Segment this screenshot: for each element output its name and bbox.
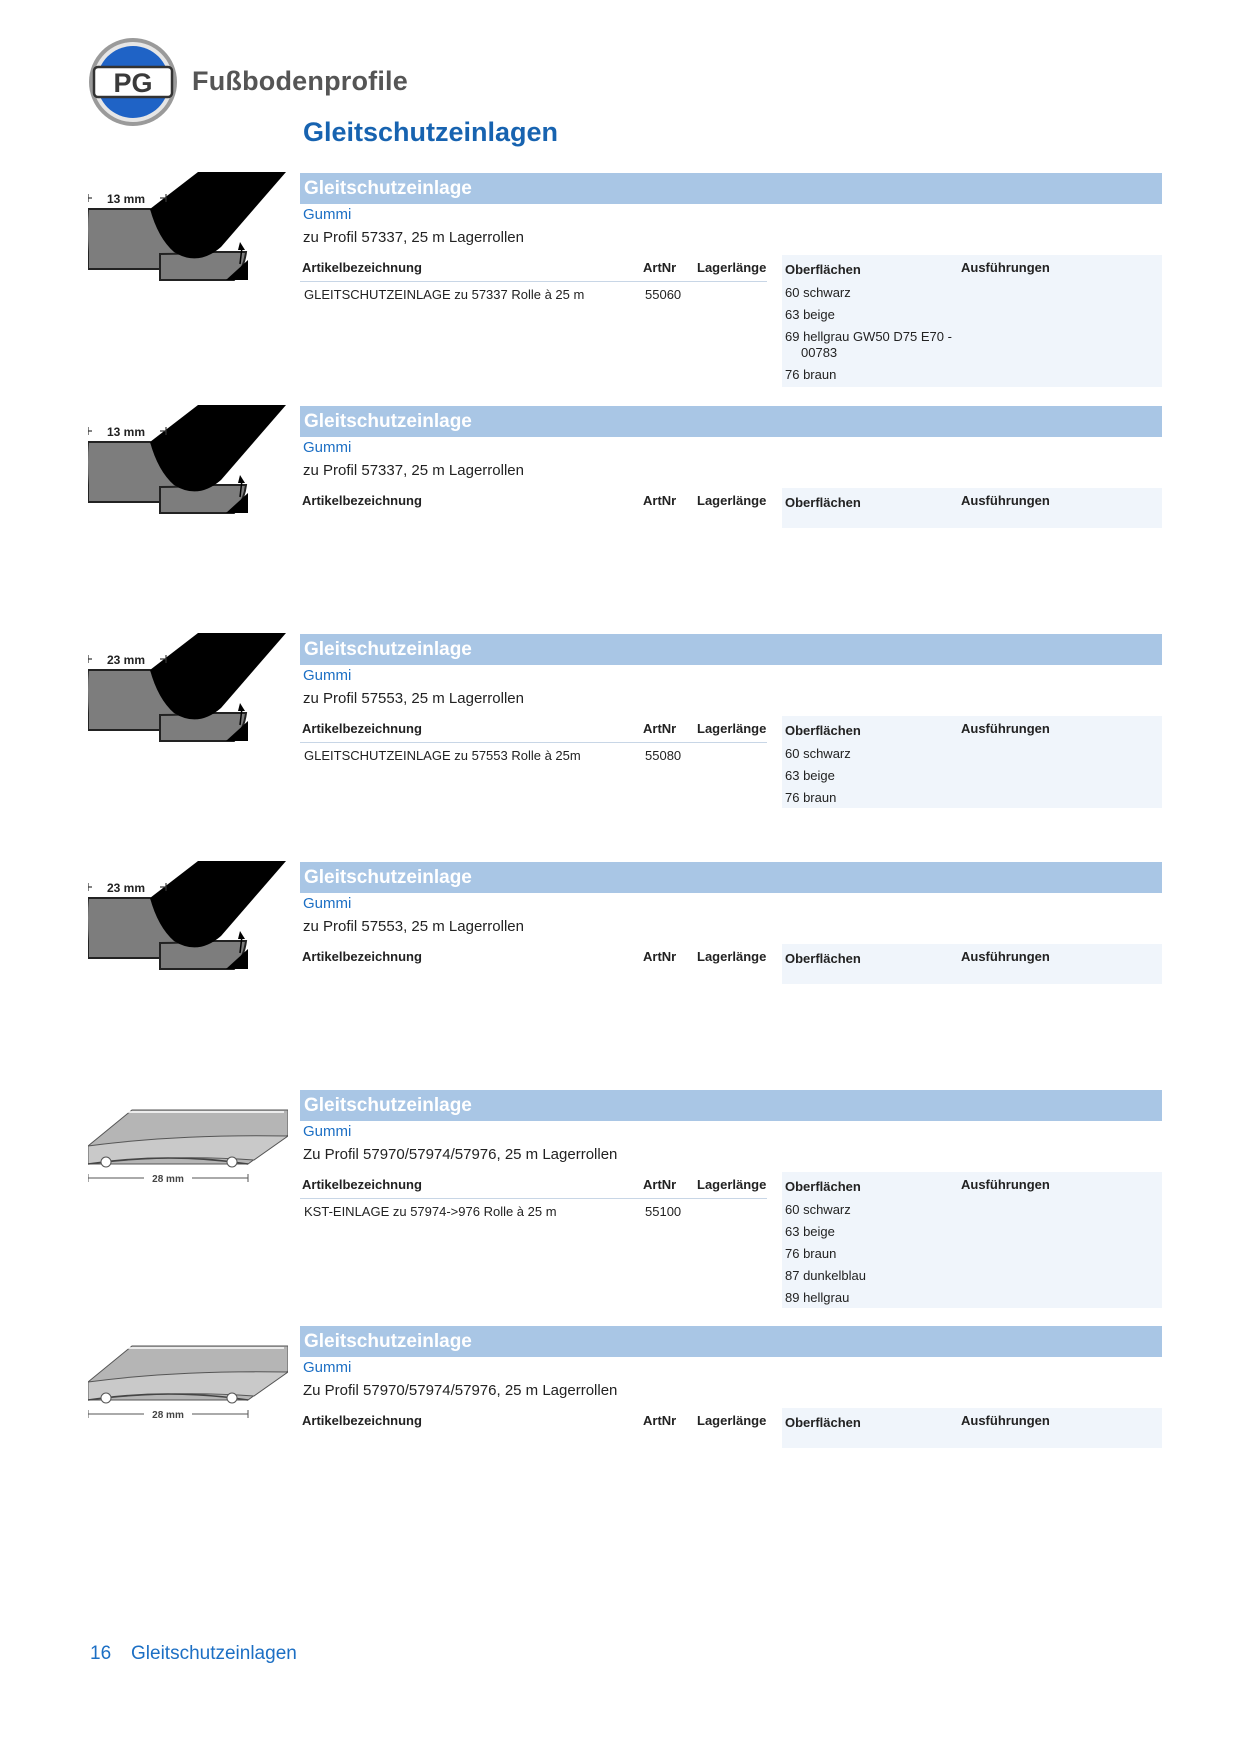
col-header-variants: Ausführungen [961, 493, 1050, 508]
dimension-label: 28 mm [152, 1410, 184, 1421]
logo-text: PG [113, 68, 153, 98]
col-header-article: Artikelbezeichnung [302, 493, 422, 508]
col-header-artnr: ArtNr [643, 260, 677, 275]
surface-item: 60 schwarz [785, 1202, 851, 1217]
surface-item: 63 beige [785, 307, 835, 322]
profile-drawing [88, 405, 288, 535]
col-header-artnr: ArtNr [643, 1177, 677, 1192]
dimension-label: 23 mm [106, 881, 146, 895]
product-material: Gummi [303, 439, 352, 456]
col-header-lager: Lagerlänge [697, 260, 767, 275]
product-material: Gummi [303, 667, 352, 684]
article-number: 55080 [645, 748, 682, 763]
product-title: Gleitschutzeinlage [300, 634, 1162, 665]
col-header-lager: Lagerlänge [697, 1413, 767, 1428]
profile-drawing [88, 1090, 288, 1220]
product-description: zu Profil 57553, 25 m Lagerrollen [303, 690, 524, 707]
dimension-label: 23 mm [106, 653, 146, 667]
product-description: zu Profil 57337, 25 m Lagerrollen [303, 462, 524, 479]
surface-item: 63 beige [785, 768, 835, 783]
col-header-surfaces: Oberflächen [785, 951, 861, 966]
header-divider [300, 1198, 767, 1199]
col-header-lager: Lagerlänge [697, 493, 767, 508]
profile-drawing [88, 861, 288, 991]
surface-item: 60 schwarz [785, 285, 851, 300]
col-header-variants: Ausführungen [961, 1413, 1050, 1428]
col-header-surfaces: Oberflächen [785, 495, 861, 510]
product-material: Gummi [303, 895, 352, 912]
product-title: Gleitschutzeinlage [300, 1326, 1162, 1357]
surface-item: 63 beige [785, 1224, 835, 1239]
col-header-artnr: ArtNr [643, 493, 677, 508]
dimension-label: 13 mm [106, 192, 146, 206]
product-title: Gleitschutzeinlage [300, 173, 1162, 204]
pg-logo [88, 37, 178, 127]
col-header-article: Artikelbezeichnung [302, 1413, 422, 1428]
page-number: 16 [90, 1643, 112, 1664]
col-header-article: Artikelbezeichnung [302, 1177, 422, 1192]
col-header-surfaces: Oberflächen [785, 723, 861, 738]
article-number: 55060 [645, 287, 682, 302]
product-title: Gleitschutzeinlage [300, 1090, 1162, 1121]
surface-list [785, 1202, 960, 1312]
product-title: Gleitschutzeinlage [300, 862, 1162, 893]
product-material: Gummi [303, 1359, 352, 1376]
col-header-article: Artikelbezeichnung [302, 949, 422, 964]
profile-drawing [88, 633, 288, 763]
col-header-variants: Ausführungen [961, 1177, 1050, 1192]
header-divider [300, 281, 767, 282]
header-divider [300, 742, 767, 743]
product-description: zu Profil 57337, 25 m Lagerrollen [303, 229, 524, 246]
surface-item: 76 braun [785, 790, 837, 805]
page-title: Gleitschutzeinlagen [303, 117, 559, 147]
col-header-surfaces: Oberflächen [785, 1415, 861, 1430]
profile-drawing [88, 1326, 288, 1456]
article-name: GLEITSCHUTZEINLAGE zu 57337 Rolle à 25 m [304, 287, 585, 302]
surface-item: 60 schwarz [785, 746, 851, 761]
dimension-label: 28 mm [152, 1174, 184, 1185]
col-header-lager: Lagerlänge [697, 721, 767, 736]
col-header-lager: Lagerlänge [697, 949, 767, 964]
footer-section: Gleitschutzeinlagen [131, 1643, 297, 1664]
article-name: KST-EINLAGE zu 57974->976 Rolle à 25 m [304, 1204, 557, 1219]
surface-item: 87 dunkelblau [785, 1268, 866, 1283]
product-description: Zu Profil 57970/57974/57976, 25 m Lagerrollen [303, 1382, 618, 1399]
col-header-variants: Ausführungen [961, 949, 1050, 964]
surface-item: 76 braun [785, 367, 837, 382]
col-header-artnr: ArtNr [643, 949, 677, 964]
surface-list [785, 285, 960, 389]
product-description: Zu Profil 57970/57974/57976, 25 m Lagerrollen [303, 1146, 618, 1163]
col-header-article: Artikelbezeichnung [302, 721, 422, 736]
col-header-article: Artikelbezeichnung [302, 260, 422, 275]
product-material: Gummi [303, 1123, 352, 1140]
product-material: Gummi [303, 206, 352, 223]
col-header-variants: Ausführungen [961, 721, 1050, 736]
col-header-surfaces: Oberflächen [785, 1179, 861, 1194]
surface-list [785, 746, 960, 812]
surface-item: 89 hellgrau [785, 1290, 850, 1305]
product-description: zu Profil 57553, 25 m Lagerrollen [303, 918, 524, 935]
col-header-artnr: ArtNr [643, 1413, 677, 1428]
article-number: 55100 [645, 1204, 682, 1219]
profile-drawing [88, 172, 288, 302]
product-title: Gleitschutzeinlage [300, 406, 1162, 437]
col-header-lager: Lagerlänge [697, 1177, 767, 1192]
col-header-artnr: ArtNr [643, 721, 677, 736]
surface-item: 76 braun [785, 1246, 837, 1261]
col-header-variants: Ausführungen [961, 260, 1050, 275]
article-name: GLEITSCHUTZEINLAGE zu 57553 Rolle à 25m [304, 748, 581, 763]
brand-title: Fußbodenprofile [192, 66, 408, 96]
col-header-surfaces: Oberflächen [785, 262, 861, 277]
surface-item: 69 hellgrau GW50 D75 E70 - 00783 [785, 329, 952, 360]
dimension-label: 13 mm [106, 425, 146, 439]
